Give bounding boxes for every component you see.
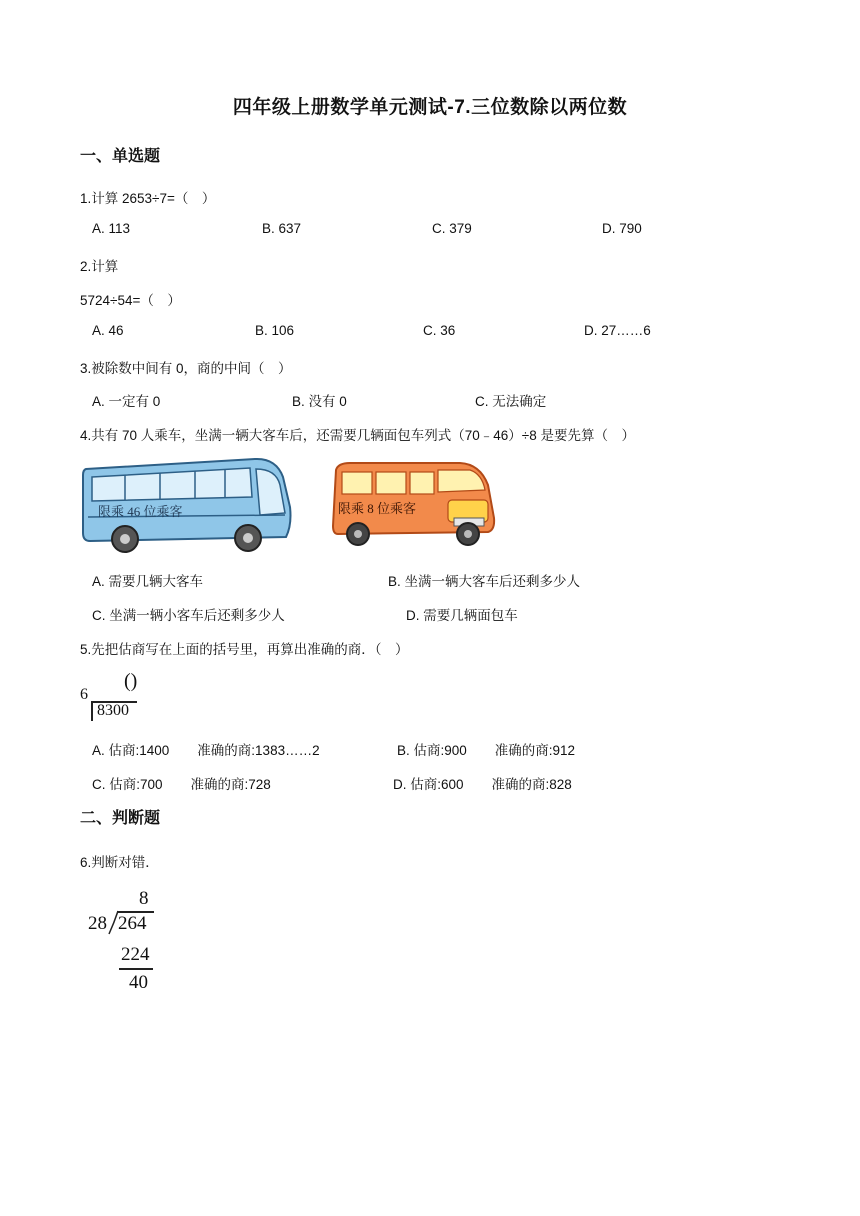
q6-remainder: 40	[129, 972, 148, 993]
question-2-option-d[interactable]: D. 27……6	[584, 323, 651, 338]
option-b-exact: 准确的商:912	[494, 743, 576, 758]
question-2-stem: 2.计算	[80, 259, 119, 274]
option-b-estimate: B. 估商:900	[397, 743, 467, 758]
question-1-option-d[interactable]: D. 790	[602, 221, 642, 236]
question-1-option-a[interactable]: A. 113	[92, 221, 131, 236]
question-4-option-c[interactable]: C. 坐满一辆小客车后还剩多少人	[92, 608, 285, 623]
question-4-option-b[interactable]: B. 坐满一辆大客车后还剩多少人	[388, 574, 581, 589]
q5-dividend: 8300	[97, 702, 129, 719]
van-capacity-label: 限乘 8 位乘客	[338, 501, 417, 516]
question-1-option-c[interactable]: C. 379	[432, 221, 472, 236]
option-d-exact: 准确的商:828	[491, 777, 572, 792]
question-5-option-c[interactable]	[92, 773, 271, 793]
q6-divisor: 28	[88, 913, 107, 934]
estimated-quotient-blank: ()	[124, 670, 138, 692]
question-3-option-a[interactable]: A. 一定有 0	[92, 394, 161, 409]
question-2-expression: 5724÷54=（ ）	[80, 293, 181, 308]
q6-quotient: 8	[139, 888, 149, 909]
section-heading-judgment: 二、判断题	[80, 810, 161, 827]
question-3-option-b[interactable]: B. 没有 0	[292, 394, 347, 409]
question-5-option-b[interactable]	[397, 739, 575, 759]
q6-dividend: 264	[118, 913, 147, 934]
question-5-option-a[interactable]	[92, 739, 320, 759]
question-5-stem: 5.先把估商写在上面的括号里，再算出准确的商．（ ）	[80, 642, 409, 657]
question-1-stem: 1.计算 2653÷7=（ ）	[80, 191, 216, 206]
question-5-option-d[interactable]	[393, 773, 572, 793]
page-title: 四年级上册数学单元测试-7.三位数除以两位数	[232, 97, 628, 118]
question-4-option-a[interactable]: A. 需要几辆大客车	[92, 574, 204, 589]
q5-division-bracket	[91, 701, 93, 721]
question-6-stem: 6.判断对错．	[80, 855, 159, 870]
q6-subtraction-line	[119, 968, 153, 970]
section-heading-single-choice: 一、单选题	[80, 148, 161, 165]
bus-illustration	[80, 455, 295, 560]
option-c-estimate: C. 估商:700	[92, 777, 163, 792]
q5-divisor: 6	[80, 686, 88, 703]
option-a-exact: 准确的商:1383……2	[197, 743, 320, 758]
question-2-option-a[interactable]: A. 46	[92, 323, 124, 338]
question-3-option-c[interactable]: C. 无法确定	[475, 394, 547, 409]
q6-product: 224	[121, 944, 150, 965]
question-4-option-d[interactable]: D. 需要几辆面包车	[406, 608, 518, 623]
question-2-option-c[interactable]: C. 36	[423, 323, 456, 338]
question-2-option-b[interactable]: B. 106	[255, 323, 295, 338]
van-illustration	[330, 460, 498, 550]
option-c-exact: 准确的商:728	[190, 777, 271, 792]
question-4-stem: 4.共有 70 人乘车，坐满一辆大客车后，还需要几辆面包车列式（70﹣46）÷8 是要先算（ ）	[80, 428, 635, 443]
option-d-estimate: D. 估商:600	[393, 777, 464, 792]
bus-capacity-label: 限乘 46 位乘客	[98, 504, 183, 519]
question-1-option-b[interactable]: B. 637	[262, 221, 302, 236]
question-3-stem: 3.被除数中间有 0，商的中间（ ）	[80, 361, 292, 376]
option-a-estimate: A. 估商:1400	[92, 743, 170, 758]
